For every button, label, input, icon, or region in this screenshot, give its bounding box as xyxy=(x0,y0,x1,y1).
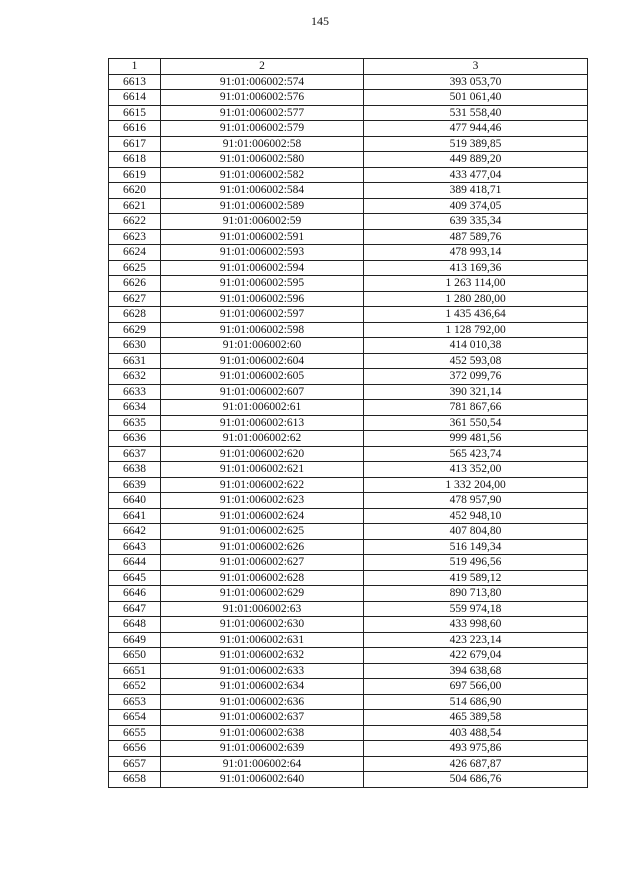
table-row xyxy=(109,136,588,152)
cadastral-value-cell: 478 993,14 xyxy=(364,245,588,261)
cadastral-value-cell: 559 974,18 xyxy=(364,601,588,617)
table-row xyxy=(109,508,588,524)
table-body xyxy=(109,74,588,787)
cadastral-value-cell: 781 867,66 xyxy=(364,400,588,416)
table-row xyxy=(109,415,588,431)
cadastral-value-cell: 487 589,76 xyxy=(364,229,588,245)
cadastral-number-cell: 91:01:006002:574 xyxy=(161,74,364,90)
cadastral-number-cell: 91:01:006002:621 xyxy=(161,462,364,478)
cadastral-number-cell: 91:01:006002:597 xyxy=(161,307,364,323)
row-number-cell: 6623 xyxy=(109,229,161,245)
row-number-cell: 6619 xyxy=(109,167,161,183)
table-row xyxy=(109,183,588,199)
table-row xyxy=(109,601,588,617)
cadastral-number-cell: 91:01:006002:638 xyxy=(161,725,364,741)
cadastral-value-cell: 390 321,14 xyxy=(364,384,588,400)
cadastral-value-cell: 452 948,10 xyxy=(364,508,588,524)
cadastral-value-cell: 514 686,90 xyxy=(364,694,588,710)
table-row xyxy=(109,229,588,245)
cadastral-value-cell: 465 389,58 xyxy=(364,710,588,726)
cadastral-number-cell: 91:01:006002:61 xyxy=(161,400,364,416)
row-number-cell: 6645 xyxy=(109,570,161,586)
cadastral-value-cell: 1 435 436,64 xyxy=(364,307,588,323)
cadastral-value-cell: 433 998,60 xyxy=(364,617,588,633)
table-row xyxy=(109,663,588,679)
table-row xyxy=(109,446,588,462)
cadastral-value-cell: 999 481,56 xyxy=(364,431,588,447)
cadastral-number-cell: 91:01:006002:613 xyxy=(161,415,364,431)
table-row xyxy=(109,617,588,633)
cadastral-value-cell: 407 804,80 xyxy=(364,524,588,540)
cadastral-number-cell: 91:01:006002:622 xyxy=(161,477,364,493)
row-number-cell: 6624 xyxy=(109,245,161,261)
row-number-cell: 6642 xyxy=(109,524,161,540)
table-row xyxy=(109,477,588,493)
cadastral-value-cell: 1 280 280,00 xyxy=(364,291,588,307)
cadastral-value-cell: 409 374,05 xyxy=(364,198,588,214)
cadastral-number-cell: 91:01:006002:62 xyxy=(161,431,364,447)
table-row xyxy=(109,524,588,540)
row-number-cell: 6626 xyxy=(109,276,161,292)
cadastral-value-cell: 452 593,08 xyxy=(364,353,588,369)
cadastral-value-cell: 501 061,40 xyxy=(364,90,588,106)
row-number-cell: 6625 xyxy=(109,260,161,276)
cadastral-number-cell: 91:01:006002:604 xyxy=(161,353,364,369)
table-row xyxy=(109,632,588,648)
cadastral-value-cell: 423 223,14 xyxy=(364,632,588,648)
row-number-cell: 6616 xyxy=(109,121,161,137)
table-row xyxy=(109,400,588,416)
row-number-cell: 6648 xyxy=(109,617,161,633)
table-row xyxy=(109,307,588,323)
table-row xyxy=(109,214,588,230)
row-number-cell: 6641 xyxy=(109,508,161,524)
table-row xyxy=(109,152,588,168)
cadastral-number-cell: 91:01:006002:593 xyxy=(161,245,364,261)
row-number-cell: 6651 xyxy=(109,663,161,679)
cadastral-number-cell: 91:01:006002:598 xyxy=(161,322,364,338)
cadastral-number-cell: 91:01:006002:636 xyxy=(161,694,364,710)
table-row xyxy=(109,679,588,695)
row-number-cell: 6656 xyxy=(109,741,161,757)
row-number-cell: 6646 xyxy=(109,586,161,602)
table-row xyxy=(109,648,588,664)
table-row xyxy=(109,570,588,586)
cadastral-value-table xyxy=(108,58,588,788)
row-number-cell: 6633 xyxy=(109,384,161,400)
row-number-cell: 6634 xyxy=(109,400,161,416)
row-number-cell: 6631 xyxy=(109,353,161,369)
row-number-cell: 6654 xyxy=(109,710,161,726)
table-row xyxy=(109,725,588,741)
cadastral-number-cell: 91:01:006002:629 xyxy=(161,586,364,602)
column-header-1: 1 xyxy=(109,59,161,75)
cadastral-value-cell: 389 418,71 xyxy=(364,183,588,199)
cadastral-number-cell: 91:01:006002:596 xyxy=(161,291,364,307)
table-row xyxy=(109,741,588,757)
cadastral-number-cell: 91:01:006002:631 xyxy=(161,632,364,648)
row-number-cell: 6650 xyxy=(109,648,161,664)
cadastral-value-cell: 531 558,40 xyxy=(364,105,588,121)
row-number-cell: 6638 xyxy=(109,462,161,478)
cadastral-number-cell: 91:01:006002:577 xyxy=(161,105,364,121)
cadastral-number-cell: 91:01:006002:582 xyxy=(161,167,364,183)
cadastral-number-cell: 91:01:006002:579 xyxy=(161,121,364,137)
cadastral-number-cell: 91:01:006002:589 xyxy=(161,198,364,214)
cadastral-number-cell: 91:01:006002:605 xyxy=(161,369,364,385)
cadastral-number-cell: 91:01:006002:595 xyxy=(161,276,364,292)
row-number-cell: 6639 xyxy=(109,477,161,493)
cadastral-number-cell: 91:01:006002:594 xyxy=(161,260,364,276)
cadastral-value-cell: 890 713,80 xyxy=(364,586,588,602)
cadastral-value-cell: 394 638,68 xyxy=(364,663,588,679)
cadastral-value-cell: 493 975,86 xyxy=(364,741,588,757)
table-row xyxy=(109,369,588,385)
table-row xyxy=(109,586,588,602)
table-row xyxy=(109,431,588,447)
row-number-cell: 6653 xyxy=(109,694,161,710)
table-row xyxy=(109,384,588,400)
cadastral-number-cell: 91:01:006002:576 xyxy=(161,90,364,106)
cadastral-value-cell: 419 589,12 xyxy=(364,570,588,586)
table-row xyxy=(109,493,588,509)
row-number-cell: 6620 xyxy=(109,183,161,199)
cadastral-number-cell: 91:01:006002:58 xyxy=(161,136,364,152)
cadastral-number-cell: 91:01:006002:630 xyxy=(161,617,364,633)
cadastral-value-cell: 422 679,04 xyxy=(364,648,588,664)
cadastral-value-cell: 449 889,20 xyxy=(364,152,588,168)
table-row xyxy=(109,462,588,478)
cadastral-number-cell: 91:01:006002:591 xyxy=(161,229,364,245)
table-row xyxy=(109,121,588,137)
header-row xyxy=(109,59,588,75)
row-number-cell: 6647 xyxy=(109,601,161,617)
table-row xyxy=(109,772,588,788)
row-number-cell: 6643 xyxy=(109,539,161,555)
row-number-cell: 6629 xyxy=(109,322,161,338)
row-number-cell: 6640 xyxy=(109,493,161,509)
cadastral-value-cell: 639 335,34 xyxy=(364,214,588,230)
cadastral-number-cell: 91:01:006002:626 xyxy=(161,539,364,555)
table-row xyxy=(109,167,588,183)
row-number-cell: 6658 xyxy=(109,772,161,788)
cadastral-value-cell: 1 332 204,00 xyxy=(364,477,588,493)
row-number-cell: 6652 xyxy=(109,679,161,695)
cadastral-value-cell: 519 389,85 xyxy=(364,136,588,152)
column-header-2: 2 xyxy=(161,59,364,75)
table-row xyxy=(109,710,588,726)
row-number-cell: 6614 xyxy=(109,90,161,106)
cadastral-value-cell: 519 496,56 xyxy=(364,555,588,571)
row-number-cell: 6655 xyxy=(109,725,161,741)
cadastral-number-cell: 91:01:006002:607 xyxy=(161,384,364,400)
cadastral-number-cell: 91:01:006002:624 xyxy=(161,508,364,524)
table-row xyxy=(109,555,588,571)
column-header-3: 3 xyxy=(364,59,588,75)
table-row xyxy=(109,245,588,261)
cadastral-number-cell: 91:01:006002:584 xyxy=(161,183,364,199)
cadastral-number-cell: 91:01:006002:625 xyxy=(161,524,364,540)
cadastral-number-cell: 91:01:006002:580 xyxy=(161,152,364,168)
table-row xyxy=(109,74,588,90)
row-number-cell: 6628 xyxy=(109,307,161,323)
cadastral-number-cell: 91:01:006002:59 xyxy=(161,214,364,230)
table-row xyxy=(109,198,588,214)
row-number-cell: 6636 xyxy=(109,431,161,447)
row-number-cell: 6627 xyxy=(109,291,161,307)
row-number-cell: 6657 xyxy=(109,756,161,772)
cadastral-number-cell: 91:01:006002:64 xyxy=(161,756,364,772)
row-number-cell: 6649 xyxy=(109,632,161,648)
cadastral-value-cell: 413 352,00 xyxy=(364,462,588,478)
cadastral-number-cell: 91:01:006002:63 xyxy=(161,601,364,617)
cadastral-value-cell: 565 423,74 xyxy=(364,446,588,462)
cadastral-number-cell: 91:01:006002:640 xyxy=(161,772,364,788)
cadastral-value-cell: 504 686,76 xyxy=(364,772,588,788)
table-row xyxy=(109,756,588,772)
row-number-cell: 6630 xyxy=(109,338,161,354)
table-row xyxy=(109,260,588,276)
cadastral-number-cell: 91:01:006002:623 xyxy=(161,493,364,509)
cadastral-value-cell: 414 010,38 xyxy=(364,338,588,354)
row-number-cell: 6637 xyxy=(109,446,161,462)
cadastral-value-cell: 403 488,54 xyxy=(364,725,588,741)
row-number-cell: 6617 xyxy=(109,136,161,152)
cadastral-value-cell: 433 477,04 xyxy=(364,167,588,183)
cadastral-value-cell: 478 957,90 xyxy=(364,493,588,509)
table-row xyxy=(109,276,588,292)
cadastral-number-cell: 91:01:006002:639 xyxy=(161,741,364,757)
row-number-cell: 6644 xyxy=(109,555,161,571)
cadastral-value-cell: 697 566,00 xyxy=(364,679,588,695)
cadastral-number-cell: 91:01:006002:634 xyxy=(161,679,364,695)
cadastral-value-cell: 426 687,87 xyxy=(364,756,588,772)
cadastral-value-cell: 1 128 792,00 xyxy=(364,322,588,338)
table-row xyxy=(109,291,588,307)
row-number-cell: 6615 xyxy=(109,105,161,121)
cadastral-value-cell: 372 099,76 xyxy=(364,369,588,385)
table-row xyxy=(109,322,588,338)
table-row xyxy=(109,539,588,555)
table-row xyxy=(109,694,588,710)
cadastral-number-cell: 91:01:006002:60 xyxy=(161,338,364,354)
row-number-cell: 6621 xyxy=(109,198,161,214)
page-number: 145 xyxy=(311,14,329,28)
cadastral-number-cell: 91:01:006002:637 xyxy=(161,710,364,726)
row-number-cell: 6635 xyxy=(109,415,161,431)
table-row xyxy=(109,90,588,106)
cadastral-number-cell: 91:01:006002:627 xyxy=(161,555,364,571)
table-row xyxy=(109,105,588,121)
cadastral-value-cell: 477 944,46 xyxy=(364,121,588,137)
cadastral-number-cell: 91:01:006002:632 xyxy=(161,648,364,664)
table-header xyxy=(109,59,588,75)
cadastral-number-cell: 91:01:006002:628 xyxy=(161,570,364,586)
row-number-cell: 6613 xyxy=(109,74,161,90)
cadastral-number-cell: 91:01:006002:620 xyxy=(161,446,364,462)
cadastral-value-cell: 393 053,70 xyxy=(364,74,588,90)
table-row xyxy=(109,338,588,354)
cadastral-value-cell: 361 550,54 xyxy=(364,415,588,431)
cadastral-value-cell: 413 169,36 xyxy=(364,260,588,276)
row-number-cell: 6632 xyxy=(109,369,161,385)
table-row xyxy=(109,353,588,369)
row-number-cell: 6618 xyxy=(109,152,161,168)
cadastral-value-cell: 1 263 114,00 xyxy=(364,276,588,292)
cadastral-number-cell: 91:01:006002:633 xyxy=(161,663,364,679)
cadastral-value-cell: 516 149,34 xyxy=(364,539,588,555)
row-number-cell: 6622 xyxy=(109,214,161,230)
